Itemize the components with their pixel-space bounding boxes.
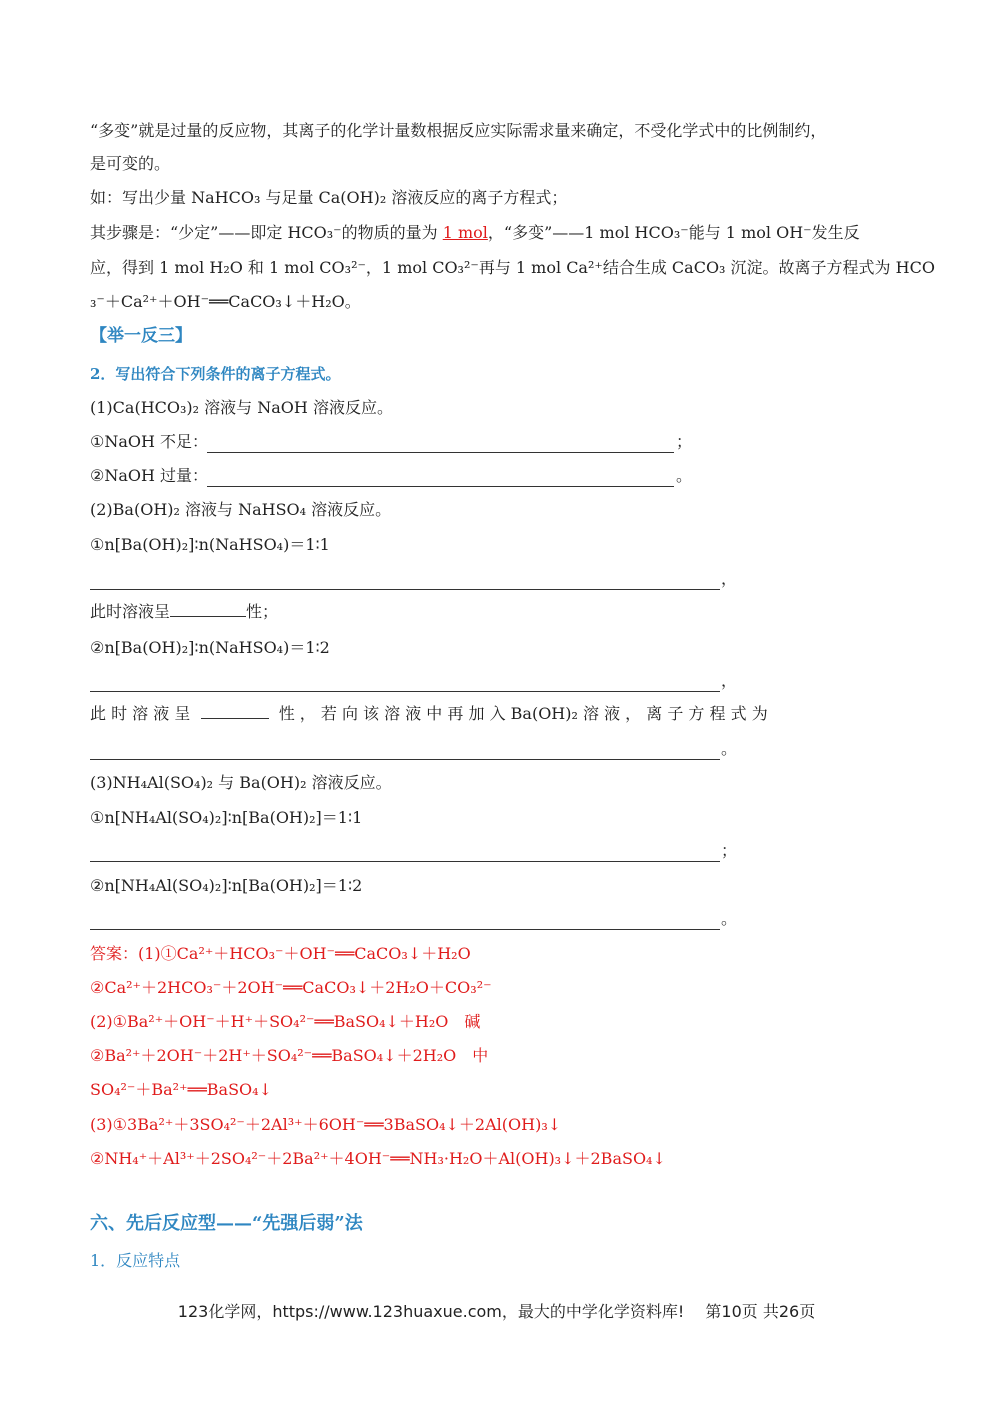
answer-blank[interactable] [90, 589, 720, 590]
answer-line: SO₄²⁻＋Ba²⁺══BaSO₄↓ [90, 1080, 272, 1099]
answer-blank[interactable] [90, 929, 720, 930]
q-part-2b-solution-b: 性 ， 若 向 该 溶 液 中 再 加 入 Ba(OH)₂ 溶 液 ， 离 子 方 程 式 为 [278, 704, 768, 723]
intro-line-6: ₃⁻＋Ca²⁺＋OH⁻══CaCO₃↓＋H₂O。 [90, 292, 361, 311]
q-part-2a-solution-b: 性； [246, 602, 279, 621]
answer-line: ②Ba²⁺＋2OH⁻＋2H⁺＋SO₄²⁻══BaSO₄↓＋2H₂O 中 [90, 1046, 489, 1065]
question-title: 2．写出符合下列条件的离子方程式。 [90, 365, 341, 383]
q-part-2b-end: ， [721, 671, 738, 690]
intro-line-4a: 其步骤是：“少定”——即定 HCO₃⁻的物质的量为 [90, 223, 443, 242]
intro-line-5: 应，得到 1 mol H₂O 和 1 mol CO₃²⁻，1 mol CO₃²⁻再与 1 mol Ca²⁺结合生成 CaCO₃ 沉淀。故离子方程式为 HCO [90, 258, 935, 277]
q-part-2a: ①n[Ba(OH)₂]∶n(NaHSO₄)＝1∶1 [90, 535, 330, 554]
q-part-3b: ②n[NH₄Al(SO₄)₂]∶n[Ba(OH)₂]＝1∶2 [90, 876, 363, 895]
q-part-3a-end: ； [721, 841, 738, 860]
q-part-1b-label: ②NaOH 过量： [90, 466, 209, 485]
q-part-1b-end: 。 [676, 466, 693, 485]
q-part-1: (1)Ca(HCO₃)₂ 溶液与 NaOH 溶液反应。 [90, 398, 393, 417]
page-footer: 123化学网，https://www.123huaxue.com，最大的中学化学资料库! 第10页 共26页 [177, 1302, 816, 1321]
q-part-1a-label: ①NaOH 不足： [90, 432, 209, 451]
answer-line: (3)①3Ba²⁺＋3SO₄²⁻＋2Al³⁺＋6OH⁻══3BaSO₄↓＋2Al(OH)₃↓ [90, 1115, 562, 1134]
section-heading: 六、先后反应型——“先强后弱”法 [90, 1213, 363, 1234]
q-part-2b-solution-a: 此 时 溶 液 呈 [90, 704, 191, 723]
q-part-2: (2)Ba(OH)₂ 溶液与 NaHSO₄ 溶液反应。 [90, 500, 392, 519]
answer-blank[interactable] [201, 704, 269, 719]
answer-blank[interactable] [207, 486, 674, 487]
section-subheading: 1．反应特点 [90, 1251, 181, 1270]
intro-line-1: “多变”就是过量的反应物，其离子的化学计量数根据反应实际需求量来确定，不受化学式中的比例制约， [90, 121, 827, 140]
q-part-2a-end: ， [721, 569, 738, 588]
answer-blank[interactable] [207, 452, 674, 453]
q-part-2a-solution-a: 此时溶液呈 [90, 602, 171, 621]
q-part-3b-end: 。 [721, 909, 738, 928]
answer-blank[interactable] [90, 861, 720, 862]
answer-blank[interactable] [170, 602, 246, 617]
q-part-2b: ②n[Ba(OH)₂]∶n(NaHSO₄)＝1∶2 [90, 638, 330, 657]
answer-line: ②NH₄⁺＋Al³⁺＋2SO₄²⁻＋2Ba²⁺＋4OH⁻══NH₃·H₂O＋Al(OH)₃↓＋2BaSO₄↓ [90, 1149, 666, 1168]
q-part-2b-solution [90, 704, 768, 724]
q-part-2b-end2: 。 [721, 739, 738, 758]
intro-answer-underlined: 1 mol [442, 223, 488, 242]
answer-line: ②Ca²⁺＋2HCO₃⁻＋2OH⁻══CaCO₃↓＋2H₂O＋CO₃²⁻ [90, 978, 492, 997]
section-tag: 【举一反三】 [90, 326, 192, 346]
intro-line-3: 如：写出少量 NaHCO₃ 与足量 Ca(OH)₂ 溶液反应的离子方程式； [90, 188, 568, 207]
q-part-1a-end: ； [676, 432, 693, 451]
answer-blank[interactable] [90, 691, 720, 692]
answer-line: 答案：(1)①Ca²⁺＋HCO₃⁻＋OH⁻══CaCO₃↓＋H₂O [90, 944, 471, 963]
intro-line-4b: ，“多变”——1 mol HCO₃⁻能与 1 mol OH⁻发生反 [487, 223, 860, 242]
answer-line: (2)①Ba²⁺＋OH⁻＋H⁺＋SO₄²⁻══BaSO₄↓＋H₂O 碱 [90, 1012, 481, 1031]
q-part-3: (3)NH₄Al(SO₄)₂ 与 Ba(OH)₂ 溶液反应。 [90, 773, 392, 792]
q-part-3a: ①n[NH₄Al(SO₄)₂]∶n[Ba(OH)₂]＝1∶1 [90, 808, 363, 827]
intro-line-2: 是可变的。 [90, 154, 171, 173]
intro-line-4 [90, 223, 860, 243]
answer-blank[interactable] [90, 759, 720, 760]
q-part-2a-solution [90, 602, 278, 622]
